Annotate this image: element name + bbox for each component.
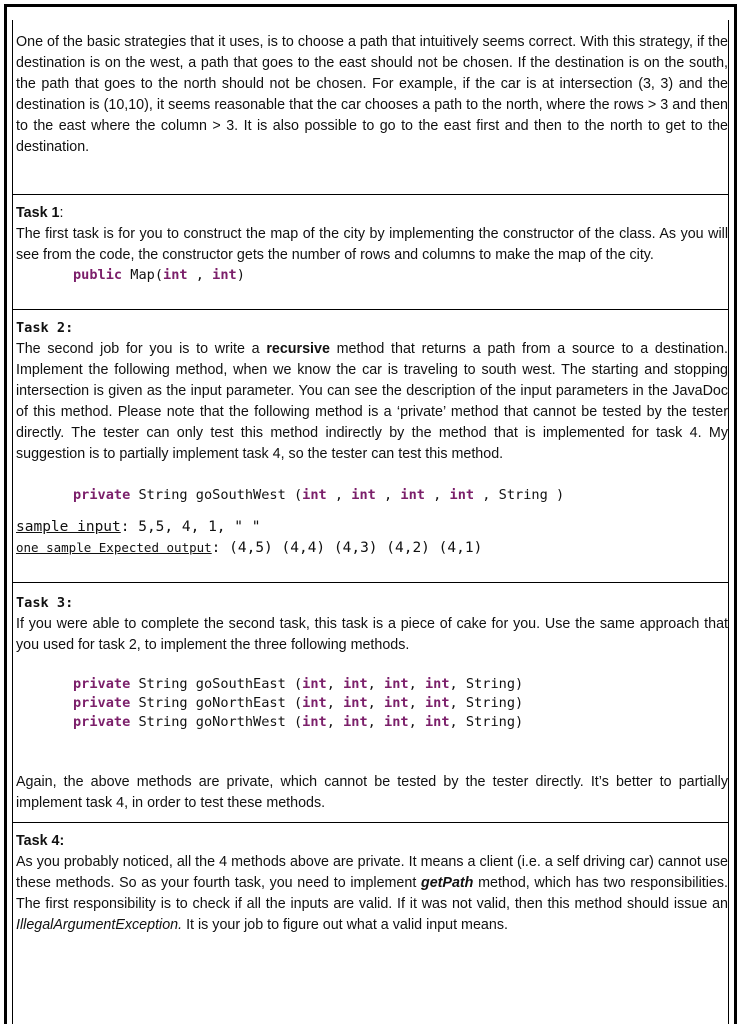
code-text: String) — [465, 695, 524, 711]
code-keyword: int — [212, 267, 237, 283]
code-text: , — [408, 676, 425, 692]
task3-code — [16, 675, 728, 732]
task3-after-text: Again, the above methods are private, which cannot be tested by the tester directly. It’s better to partially implement task 4, in order to test these methods. — [16, 774, 728, 811]
code-text: , — [449, 676, 466, 692]
task4-exception-name: IllegalArgumentException. — [16, 917, 183, 933]
code-keyword: int — [163, 267, 188, 283]
code-keyword: public — [73, 267, 123, 283]
task2-description — [16, 339, 728, 465]
code-text: , — [326, 487, 352, 503]
code-keyword: int — [351, 487, 376, 503]
code-text: ) — [236, 267, 245, 283]
code-text: , — [326, 695, 344, 711]
code-keyword: int — [384, 714, 409, 730]
task4-text-3: It is your job to figure out what a valid input means. — [182, 917, 508, 933]
task1-description: The first task is for you to construct the map of the city by implementing the constructor of the class. As you will see from the code, the constructor gets the number of rows and columns to make the map of the city. — [16, 226, 728, 263]
code-text: , — [424, 487, 450, 503]
frame-left-border — [4, 4, 7, 1024]
code-keyword: int — [343, 714, 368, 730]
expected-output-line — [16, 538, 728, 558]
task2-text-before: The second job for you is to write a — [16, 341, 267, 357]
intro-paragraph: One of the basic strategies that it uses, is to choose a path that intuitively seems correct. With this strategy, if the destination is on the west, a path that goes to the east should not be chosen. If the destination is on the south, the path that goes to the north should not be chosen. For example, if the car is at intersection (3, 3) and the destination is (10,10), it seems reasonable that the car chooses a path to the north, where the rows > 3 and then to the east where the column > 3. It is also possible to go to the east first and then to the north to get to the destination. — [16, 34, 728, 155]
code-keyword: private — [73, 695, 131, 711]
task1-heading-text: Task 1 — [16, 205, 60, 221]
frame-inner-left-line — [12, 20, 13, 1024]
code-text: , — [375, 487, 401, 503]
code-text: , — [367, 695, 385, 711]
task3-method-signature — [73, 675, 728, 694]
task2-text-after: method that returns a path from a source to a destination. Implement the following method, when we know the car is traveling to south west. The starting and stopping intersection is given as the input parameter. You can see the description of the input parameters in the JavaDoc of this method. Please note that the following method is a ‘private’ method that cannot be tested by the tester directly. The tester can only test this method indirectly by the method that is implemented for task 4. My suggestion is to partially implement task 4, so the tester can test this method. — [16, 341, 728, 462]
code-keyword: int — [302, 676, 327, 692]
code-text: , — [367, 714, 385, 730]
task2-code — [16, 486, 728, 505]
code-text: String) — [465, 714, 524, 730]
code-text: , — [449, 714, 466, 730]
code-text: String) — [465, 676, 524, 692]
task1-heading-colon: : — [59, 205, 64, 221]
code-text: , — [408, 695, 425, 711]
frame-right-border — [734, 4, 737, 1024]
code-text: , — [367, 676, 385, 692]
task3-method-signature — [73, 694, 728, 713]
code-text: , — [408, 714, 425, 730]
code-keyword: int — [424, 695, 450, 711]
code-keyword: int — [302, 487, 327, 503]
task1-code — [16, 266, 728, 285]
task2-text-bold: recursive — [266, 341, 330, 357]
code-keyword: int — [424, 714, 450, 730]
frame-inner-right-line — [728, 20, 729, 1024]
task3-heading: Task 3: — [16, 595, 74, 611]
code-text: Map( — [122, 267, 164, 283]
code-text: String goSouthWest ( — [130, 487, 303, 503]
code-text: , — [326, 676, 344, 692]
task4-text-2: method, which has two responsibilities. The first responsibility is to check if all the inputs are valid. If it was not valid, then this method should issue an — [16, 875, 728, 912]
code-text: String goNorthWest ( — [130, 714, 303, 730]
task2-heading: Task 2: — [16, 320, 74, 336]
code-keyword: int — [343, 695, 368, 711]
task4-method-name: getPath — [420, 875, 474, 891]
expected-output-value: : (4,5) (4,4) (4,3) (4,2) (4,1) — [211, 540, 483, 556]
sample-input-value: : 5,5, 4, 1, " " — [120, 519, 261, 535]
code-text: , — [326, 714, 344, 730]
code-keyword: int — [384, 676, 409, 692]
code-keyword: private — [73, 676, 131, 692]
code-keyword: int — [424, 676, 450, 692]
code-keyword: int — [302, 714, 327, 730]
task3-description: If you were able to complete the second task, this task is a piece of cake for you. Use the same approach that you used for task 2, to implement the three following methods. — [16, 616, 728, 653]
code-keyword: int — [302, 695, 327, 711]
sample-input-line — [16, 517, 728, 538]
code-keyword: int — [400, 487, 425, 503]
code-keyword: int — [343, 676, 368, 692]
code-text: , String ) — [474, 487, 565, 503]
task4-heading: Task 4: — [16, 833, 65, 849]
code-keyword: private — [73, 714, 131, 730]
code-keyword: private — [73, 487, 131, 503]
code-keyword: int — [384, 695, 409, 711]
code-text: , — [187, 267, 213, 283]
frame-top-border — [4, 4, 737, 7]
task3-method-signature — [73, 713, 728, 732]
task4-description — [16, 852, 728, 936]
code-text: String goSouthEast ( — [130, 676, 303, 692]
document-content — [16, 32, 728, 936]
code-text: , — [449, 695, 466, 711]
code-keyword: int — [449, 487, 475, 503]
expected-output-label: one sample Expected output — [16, 540, 212, 555]
task1-heading — [16, 203, 728, 224]
sample-input-label: sample input — [16, 519, 121, 535]
code-text: String goNorthEast ( — [130, 695, 303, 711]
task4-text-1: As you probably noticed, all the 4 methods above are private. It means a client (i.e. a self driving car) cannot use these methods. So as your fourth task, you need to implement — [16, 854, 728, 891]
